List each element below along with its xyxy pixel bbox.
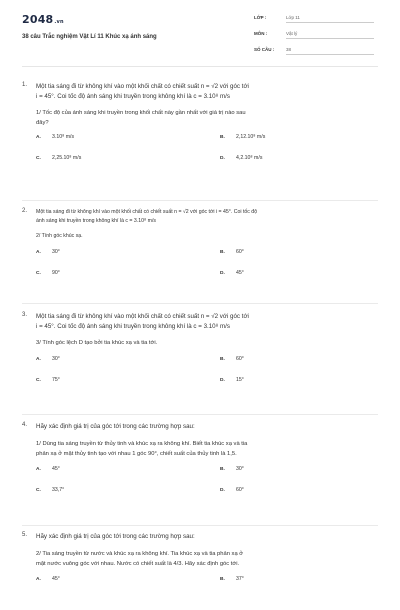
- question-number: 5.: [22, 532, 28, 538]
- option-a[interactable]: A. 45°: [36, 576, 60, 582]
- question-subpart: phản xạ ở mặt thủy tinh tạo với nhau 1 góc 90°, chiết suất của thủy tinh là 1,5.: [36, 451, 237, 457]
- option-a[interactable]: A. 45°: [36, 466, 60, 472]
- meta-class-row: [254, 15, 378, 23]
- site-logo[interactable]: 2048.vn: [22, 13, 64, 26]
- meta-label: LỚP :: [254, 15, 267, 20]
- option-b[interactable]: B. 60°: [220, 249, 244, 255]
- question-stem: Hãy xác định giá trị của góc tới trong các trường hợp sau:: [36, 533, 195, 540]
- question-subpart: 1/ Tốc độ của ánh sáng khi truyền trong khối chất này gần nhất với giá trị nào sau: [36, 110, 246, 116]
- option-d[interactable]: D. 45°: [220, 270, 244, 276]
- option-c[interactable]: C. 2,25.10⁸ m/s: [36, 155, 82, 161]
- question-number: 1.: [22, 82, 28, 88]
- question-stem: ánh sáng khi truyền trong không khí là c = 3.10⁸ m/s: [36, 218, 156, 224]
- question-subpart: đây?: [36, 120, 49, 126]
- option-b[interactable]: B. 30°: [220, 466, 244, 472]
- question-number: 4.: [22, 422, 28, 428]
- meta-value: Vật lý: [286, 31, 374, 39]
- question-subpart: 1/ Dùng tia sáng truyền từ thủy tinh và khúc xạ ra không khí. Biết tia khúc xạ và tia: [36, 441, 248, 447]
- option-b[interactable]: B. 60°: [220, 356, 244, 362]
- meta-label: MÔN :: [254, 31, 268, 36]
- option-d[interactable]: D. 60°: [220, 487, 244, 493]
- question-subpart: 2/ Tia sáng truyền từ nước và khúc xạ ra không khí. Tia khúc xạ và tia phản xạ ở: [36, 551, 244, 557]
- document-title: 38 câu Trắc nghiệm Vật Lí 11 Khúc xạ ánh sáng: [22, 34, 157, 40]
- question-stem: Một tia sáng đi từ không khí vào một khối chất có chiết suất n = √2 với góc tới i = 45°. Coi tốc độ: [36, 209, 258, 215]
- question-stem: Hãy xác định giá trị của góc tới trong các trường hợp sau:: [36, 423, 195, 430]
- meta-value: Lớp 11: [286, 15, 374, 23]
- option-a[interactable]: A. 30°: [36, 356, 60, 362]
- question-stem: Một tia sáng đi từ không khí vào một khối chất có chiết suất n = √2 với góc tới: [36, 83, 249, 90]
- question-subpart: 2/ Tính góc khúc xạ.: [36, 233, 83, 239]
- option-b[interactable]: B. 2,12.10⁸ m/s: [220, 134, 266, 140]
- option-c[interactable]: C. 75°: [36, 377, 60, 383]
- question-number: 2.: [22, 208, 28, 214]
- meta-subject-row: [254, 31, 378, 39]
- question-divider: [22, 525, 378, 526]
- question-subpart: mặt nước vuông góc với nhau. Nước có chiết suất là 4/3. Hãy xác định góc tới.: [36, 561, 240, 567]
- question-divider: [22, 303, 378, 304]
- option-d[interactable]: D. 4,2.10⁸ m/s: [220, 155, 263, 161]
- question-divider: [22, 200, 378, 201]
- meta-label: SỐ CÂU :: [254, 47, 275, 52]
- question-divider: [22, 414, 378, 415]
- question-stem: i = 45°. Coi tốc độ ánh sáng khi truyền trong không khí là c = 3.10⁸ m/s: [36, 93, 230, 100]
- page-header: [0, 0, 400, 64]
- option-a[interactable]: A. 30°: [36, 249, 60, 255]
- option-d[interactable]: D. 15°: [220, 377, 244, 383]
- question-stem: Một tia sáng đi từ không khí vào một khối chất có chiết suất n = √2 với góc tới: [36, 313, 249, 320]
- header-divider: [22, 66, 378, 67]
- meta-value: 38: [286, 47, 374, 55]
- option-c[interactable]: C. 33,7°: [36, 487, 65, 493]
- question-number: 3.: [22, 312, 28, 318]
- question-stem: i = 45°. Coi tốc độ ánh sáng khi truyền trong không khí là c = 3.10⁸ m/s: [36, 323, 230, 330]
- question-subpart: 3/ Tính góc lệch D tạo bởi tia khúc xạ và tia tới.: [36, 340, 158, 346]
- meta-count-row: [254, 47, 378, 55]
- option-a[interactable]: A. 3.10⁸ m/s: [36, 134, 75, 140]
- option-c[interactable]: C. 90°: [36, 270, 60, 276]
- option-b[interactable]: B. 37°: [220, 576, 244, 582]
